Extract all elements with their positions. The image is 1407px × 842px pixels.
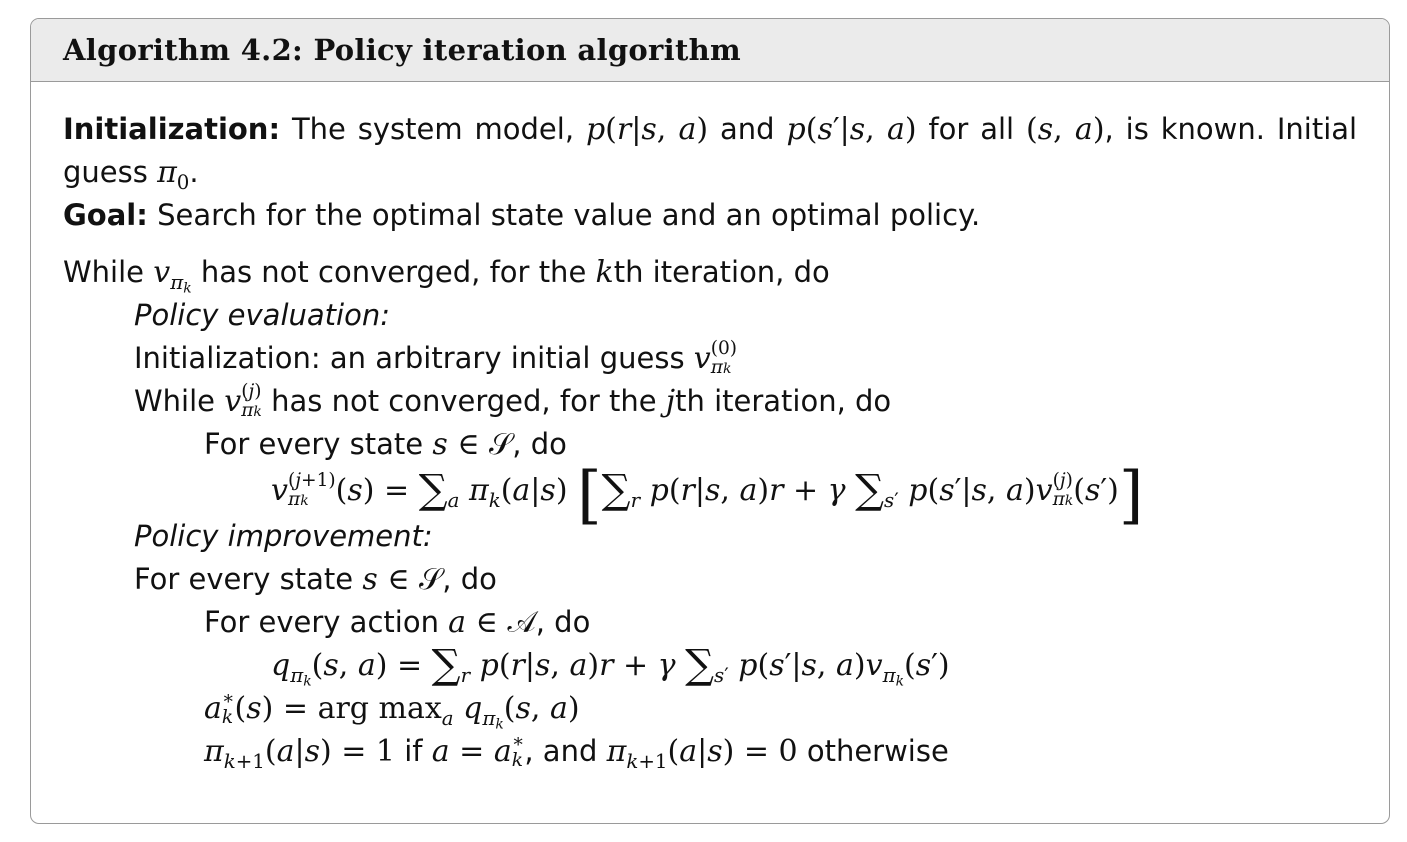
goal-paragraph [63, 194, 1357, 237]
otherwise-text: otherwise [806, 734, 949, 768]
math-v0: v (0) πk [693, 338, 738, 378]
math-p-sprime: p(s′|s, a) [786, 112, 917, 147]
math-bellman: v (j+1) πk $(s) = \sum_a$ $\pi_k(a|s)$ [$\sum_r$ p(r|s, a)r + γ $\sum_{s'}$ p(s′|s, a)v (j) πk (s′)] [271, 457, 1144, 531]
math-argmax: a ∗ k (s) = arg $\max_a q_{\pi k}(s$, a) [204, 688, 580, 733]
inner-while-line [63, 380, 1357, 423]
math-sa: (s, a) [1026, 112, 1105, 147]
math-q: $q_{\pi k}(s$, $a) = \sum_r$ p(r|s, a)r + γ $\sum_{s'}$ p(s′|s, $a)v_{\pi k}(s')$ [271, 640, 950, 690]
outer-while-text: has not converged, for the [200, 255, 587, 289]
math-pi0: $\pi_0$ [157, 155, 190, 194]
inner-while-text: has not converged, for the [271, 384, 657, 418]
goal-text: Search for the optimal state value and an optimal policy. [157, 198, 981, 232]
inner-while-keyword: While [134, 384, 216, 418]
inner-while-tail: th iteration, do [675, 384, 892, 418]
initialization-label: Initialization: [63, 112, 281, 146]
for-every-action-line [63, 601, 1357, 644]
math-a-in-A: a ∈ 𝒜 [448, 605, 536, 640]
math-p-r: p(r|s, a) [585, 112, 709, 147]
for-action-do: , do [535, 605, 591, 639]
policy-improvement-heading: Policy improvement: [134, 519, 433, 553]
init-and: and [720, 112, 775, 146]
math-pi-update-1: $\pi_{k+1}(a|s) = 1$ [204, 734, 396, 773]
outer-while-keyword: While [63, 255, 145, 289]
init-known: , is known. Initial guess [63, 112, 1358, 189]
policy-update-line [63, 730, 1357, 773]
for-state-do: , do [512, 427, 567, 461]
math-a-eq-astar: a = a ∗ k [431, 731, 525, 771]
init-text: The system model, [291, 112, 575, 146]
algorithm-box [30, 18, 1390, 824]
math-vj: v (j) πk [224, 381, 262, 421]
policy-evaluation-heading: Policy evaluation: [134, 298, 390, 332]
math-v-pik: $v_{\pi k}$ [153, 255, 192, 297]
bellman-update-equation [63, 457, 1357, 531]
if-text: if [404, 734, 423, 768]
algorithm-title: Algorithm 4.2: Policy iteration algorithm [63, 33, 742, 67]
pe-initialization-line [63, 337, 1357, 380]
for-state2-do: , do [442, 562, 497, 596]
init-for-all: for all [928, 112, 1015, 146]
outer-while-tail: th iteration, do [613, 255, 830, 289]
for-state-text: For every state [204, 427, 424, 461]
math-k: k [595, 255, 614, 290]
pe-init-text: Initialization: an arbitrary initial guess [134, 341, 685, 375]
outer-while-line [63, 251, 1357, 297]
for-every-state-line-2 [63, 558, 1357, 601]
math-j: j [665, 384, 676, 419]
math-s-in-S-2: s ∈ 𝒮 [362, 562, 443, 597]
math-s-in-S: s ∈ 𝒮 [432, 427, 513, 462]
q-value-equation [63, 640, 1357, 690]
for-action-text: For every action [204, 605, 439, 639]
and-text: , and [524, 734, 598, 768]
for-every-state-line [63, 423, 1357, 466]
for-state2-text: For every state [134, 562, 354, 596]
math-pi-update-0: $\pi_{k+1}(a|s) = 0$ [606, 734, 798, 773]
goal-label: Goal: [63, 198, 148, 232]
algorithm-header [31, 19, 1389, 82]
argmax-equation [63, 687, 1357, 733]
initialization-paragraph: Initialization: The system model, p(r|s, a) and p(s′|s, a) for all (s, a), is known. Initial guess $\pi_0$. [63, 112, 1358, 194]
algorithm-body [31, 82, 1389, 773]
